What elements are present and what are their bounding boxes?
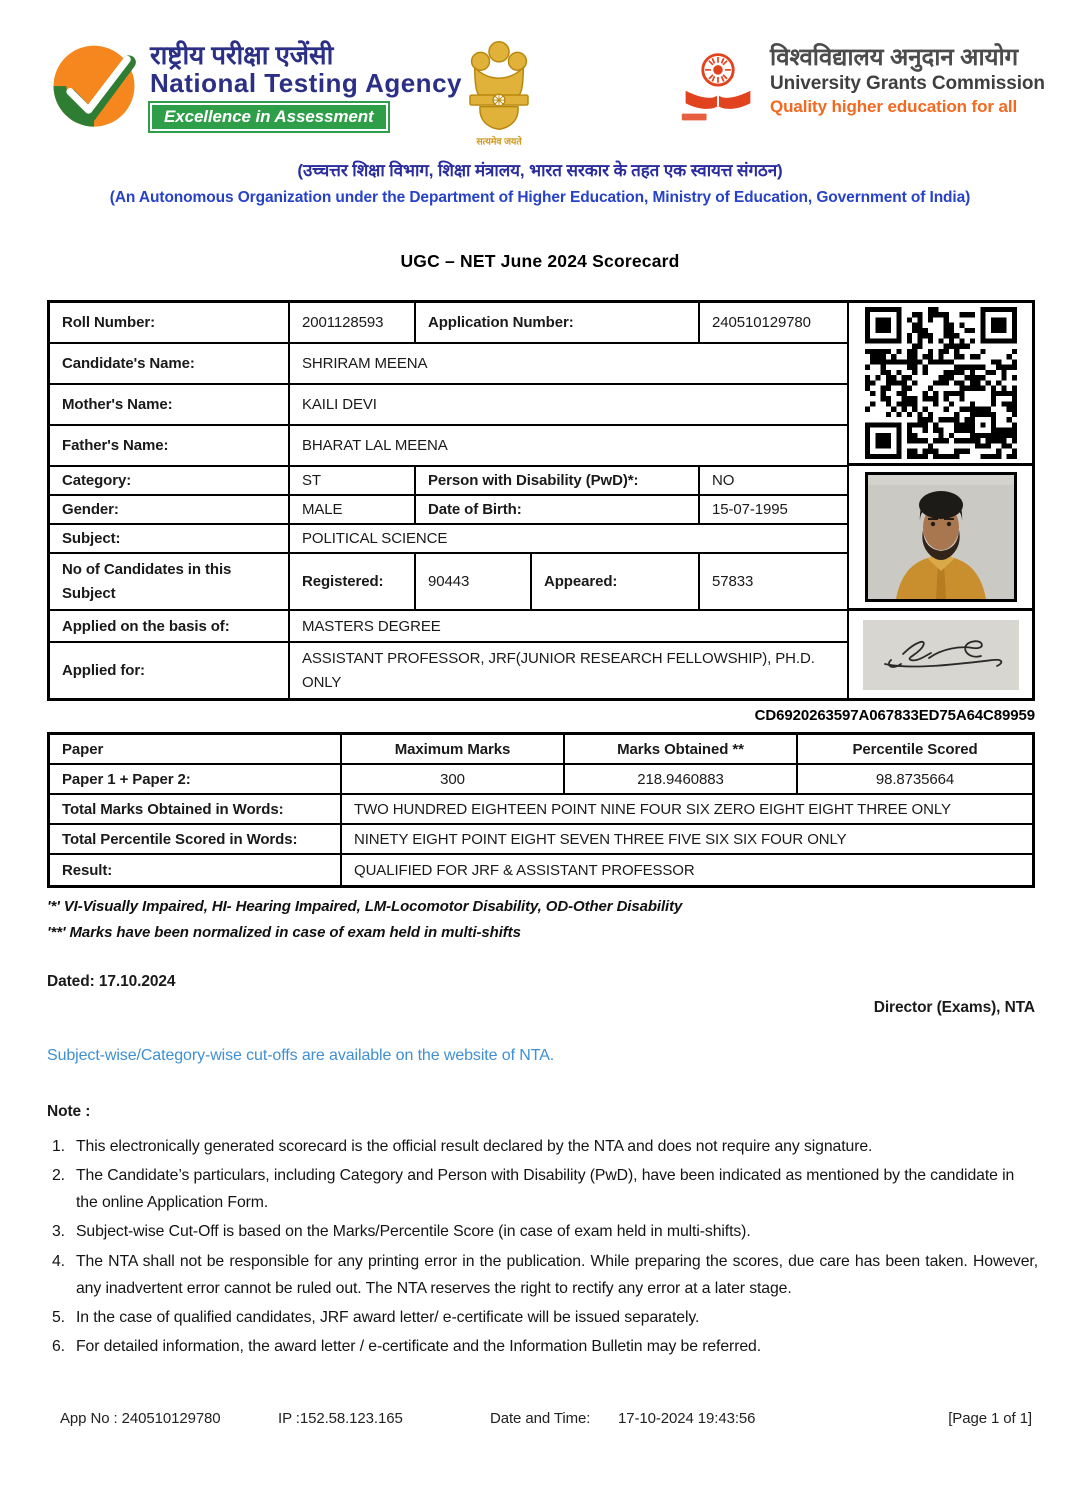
appeared-label: Appeared:: [532, 554, 700, 609]
cutoff-info-line: Subject-wise/Category-wise cut-offs are available on the website of NTA.: [47, 1047, 555, 1064]
mother-name-value: KAILI DEVI: [302, 396, 377, 413]
footnote-star: '*' VI-Visually Impaired, HI- Hearing Impaired, LM-Locomotor Disability, OD-Other Disability: [47, 898, 683, 915]
note-number: 6.: [52, 1338, 65, 1356]
document-header: [0, 0, 1080, 150]
marks-table: [47, 732, 1035, 888]
candidates-count-label: No of Candidates in this Subject: [50, 554, 290, 609]
note-number: 1.: [52, 1138, 65, 1155]
ugc-name-hindi: विश्वविद्यालय अनुदान आयोग: [770, 44, 1019, 71]
gender-label: Gender:: [50, 496, 290, 523]
note-item: [52, 1248, 1042, 1302]
candidate-media-column: [847, 303, 1032, 698]
applied-for-value: ASSISTANT PROFESSOR, JRF(JUNIOR RESEARCH FELLOWSHIP), PH.D. ONLY: [302, 650, 815, 691]
nta-checkmark-logo-icon: [48, 42, 140, 139]
candidate-name-label: Candidate's Name:: [50, 344, 290, 383]
application-number-value: 240510129780: [712, 314, 811, 331]
total-percentile-words-value: NINETY EIGHT POINT EIGHT SEVEN THREE FIVE SIX SIX FOUR ONLY: [354, 830, 847, 848]
footer-page-indicator: [Page 1 of 1]: [948, 1410, 1032, 1427]
footnote-double-star: '**' Marks have been normalized in case of exam held in multi-shifts: [47, 924, 521, 941]
nta-name-english: National Testing Agency: [150, 68, 462, 99]
candidate-name-value: SHRIRAM MEENA: [302, 355, 428, 372]
nta-name-hindi: राष्ट्रीय परीक्षा एजेंसी: [150, 40, 334, 70]
note-text: The NTA shall not be responsible for any printing error in the publication. While preparing the scores, due care has been taken. However, any inadvertent error cannot be ruled out. The NTA reserves the right to rectify any error at a later stage.: [76, 1252, 1038, 1297]
director-signatory: Director (Exams), NTA: [873, 999, 1035, 1016]
registered-value: 90443: [416, 554, 532, 609]
row-mother-name: [50, 385, 847, 426]
note-text: This electronically generated scorecard is the official result declared by the NTA and does not require any signature.: [76, 1138, 873, 1155]
note-item: [52, 1218, 1042, 1245]
row-gender-dob: [50, 496, 847, 525]
emblem-motto: सत्यमेव जयते: [476, 136, 522, 148]
ugc-name-english: University Grants Commission: [770, 72, 1045, 94]
ugc-logo-block: [678, 44, 1045, 135]
appeared-value: 57833: [712, 573, 754, 590]
signature-section: [849, 611, 1032, 698]
note-text: Subject-wise Cut-Off is based on the Marks/Percentile Score (in case of exam held in multi-shifts).: [76, 1223, 751, 1241]
paper-header: Paper: [50, 735, 342, 763]
ugc-tagline: Quality higher education for all: [770, 97, 1018, 117]
registered-label: Registered:: [290, 554, 416, 609]
father-name-value: BHARAT LAL MEENA: [302, 437, 448, 454]
pwd-value: NO: [712, 472, 735, 489]
total-percentile-words-row: [50, 825, 1032, 855]
candidate-photo: [865, 472, 1017, 602]
note-number: 4.: [52, 1252, 65, 1270]
marks-obtained-value: 218.9460883: [565, 765, 798, 793]
qr-code: [865, 307, 1017, 459]
footer-ip-address: IP :152.58.123.165: [278, 1410, 403, 1427]
category-value: ST: [290, 467, 416, 494]
marks-data-row: [50, 765, 1032, 795]
candidate-info-table: [47, 300, 1035, 701]
nta-tagline: Excellence in Assessment: [150, 103, 388, 131]
result-value: QUALIFIED FOR JRF & ASSISTANT PROFESSOR: [354, 861, 695, 879]
row-candidates-count: [50, 554, 847, 611]
row-roll-application: [50, 303, 847, 344]
father-name-label: Father's Name:: [50, 426, 290, 465]
max-marks-header: Maximum Marks: [342, 735, 565, 763]
percentile-value: 98.8735664: [875, 770, 955, 788]
note-item: [52, 1133, 1042, 1160]
note-number: 2.: [52, 1167, 65, 1185]
org-line-hindi: (उच्चत्तर शिक्षा विभाग, शिक्षा मंत्रालय, भारत सरकार के तहत एक स्वायत्त संगठन): [297, 161, 783, 180]
ugc-logo-text: [770, 44, 1045, 118]
note-item: [52, 1162, 1042, 1216]
note-item: [52, 1333, 1042, 1360]
note-number: 5.: [52, 1308, 65, 1326]
result-row: [50, 855, 1032, 885]
subject-label: Subject:: [50, 525, 290, 552]
national-emblem-icon: [447, 36, 551, 157]
ugc-logo-icon: [678, 44, 758, 135]
result-label: Result:: [50, 855, 342, 885]
note-item: [52, 1304, 1042, 1331]
percentile-header: Percentile Scored: [852, 740, 978, 758]
row-category-pwd: [50, 467, 847, 496]
roll-number-label: Roll Number:: [50, 303, 290, 342]
row-applied-basis: [50, 611, 847, 643]
max-marks-value: 300: [342, 765, 565, 793]
marks-obtained-header: Marks Obtained **: [565, 735, 798, 763]
dob-label: Date of Birth:: [416, 496, 700, 523]
footer-datetime-value: 17-10-2024 19:43:56: [618, 1410, 756, 1427]
applied-basis-value: MASTERS DEGREE: [302, 617, 441, 635]
row-candidate-name: [50, 344, 847, 385]
nta-logo-text: [150, 42, 462, 131]
candidate-signature: [863, 620, 1019, 690]
photo-section: [849, 466, 1032, 611]
note-text: The Candidate’s particulars, including Category and Person with Disability (PwD), have been indicated as mentioned by the candidate in the online Application Form.: [76, 1167, 1015, 1212]
roll-number-value: 2001128593: [290, 303, 416, 342]
notes-list: [52, 1133, 1042, 1360]
category-label: Category:: [50, 467, 290, 494]
row-father-name: [50, 426, 847, 467]
org-line-english: (An Autonomous Organization under the Department of Higher Education, Ministry of Education, Government of India): [109, 189, 971, 206]
application-number-label: Application Number:: [416, 303, 700, 342]
total-marks-words-row: [50, 795, 1032, 825]
dob-value: 15-07-1995: [712, 501, 788, 518]
nta-logo-block: [48, 42, 462, 139]
footer-app-number: App No : 240510129780: [60, 1410, 221, 1427]
total-marks-words-label: Total Marks Obtained in Words:: [50, 795, 342, 823]
qr-code-section: [849, 303, 1032, 466]
note-text: In the case of qualified candidates, JRF award letter/ e-certificate will be issued separately.: [76, 1308, 700, 1326]
total-percentile-words-label: Total Percentile Scored in Words:: [50, 825, 342, 853]
subject-value: POLITICAL SCIENCE: [302, 530, 448, 547]
note-heading: Note :: [47, 1103, 91, 1120]
candidate-info-rows: [50, 303, 847, 698]
verification-code: CD6920263597A067833ED75A64C89959: [754, 707, 1035, 724]
document-title: UGC – NET June 2024 Scorecard: [400, 251, 680, 271]
applied-basis-label: Applied on the basis of:: [50, 611, 290, 641]
marks-header-row: [50, 735, 1032, 765]
total-marks-words-value: TWO HUNDRED EIGHTEEN POINT NINE FOUR SIX ZERO EIGHT EIGHT THREE ONLY: [354, 800, 951, 818]
mother-name-label: Mother's Name:: [50, 385, 290, 424]
note-number: 3.: [52, 1223, 65, 1241]
paper-name: Paper 1 + Paper 2:: [50, 765, 342, 793]
dated-line: Dated: 17.10.2024: [47, 973, 176, 990]
applied-for-label: Applied for:: [50, 643, 290, 698]
pwd-label: Person with Disability (PwD)*:: [416, 467, 700, 494]
footer-datetime-label: Date and Time:: [490, 1410, 591, 1427]
row-subject: [50, 525, 847, 554]
row-applied-for: [50, 643, 847, 698]
gender-value: MALE: [290, 496, 416, 523]
note-text: For detailed information, the award letter / e-certificate and the Information Bulletin may be referred.: [76, 1338, 762, 1356]
